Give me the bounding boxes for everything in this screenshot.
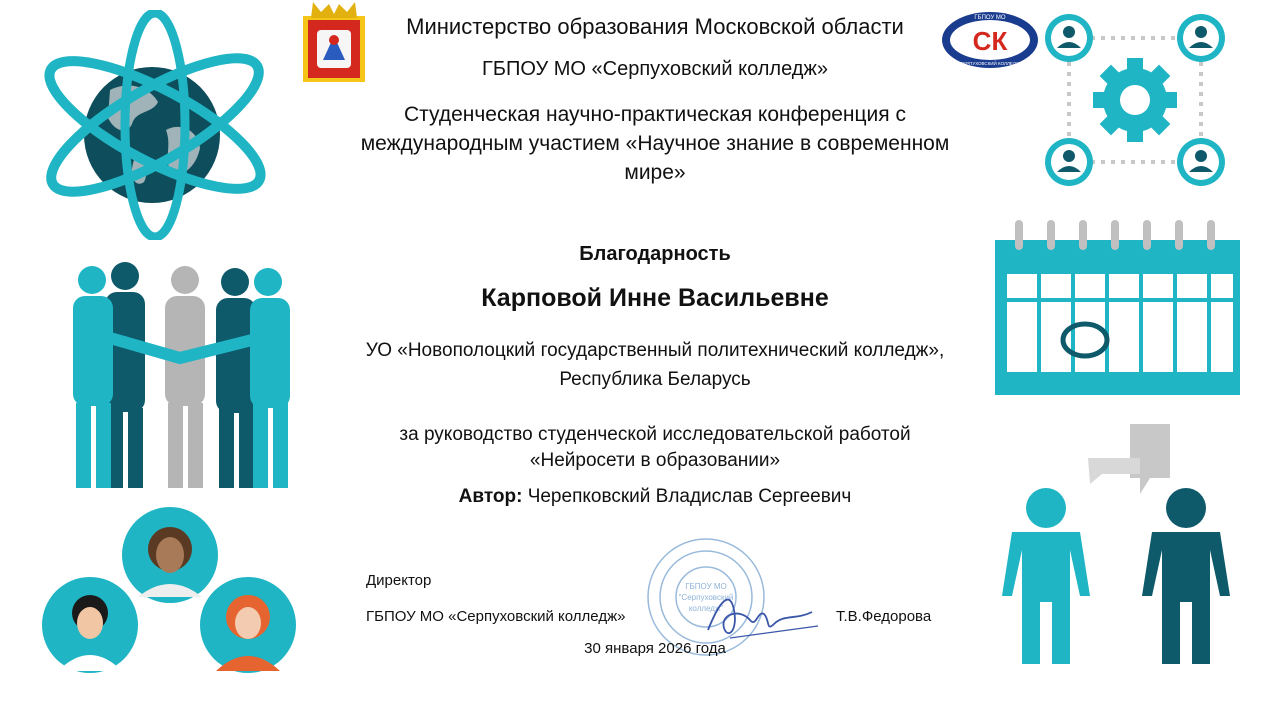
avatars-group-icon xyxy=(38,505,300,675)
recipient-organization: УО «Новополоцкий государственный политехнический колледж», Республика Беларусь xyxy=(365,340,945,390)
signature-college: ГБПОУ МО «Серпуховский колледж» xyxy=(366,608,626,625)
globe-atom-icon xyxy=(40,10,280,240)
issue-date: 30 января 2026 года xyxy=(584,640,726,657)
college-logo xyxy=(940,10,1040,70)
calendar-icon xyxy=(985,218,1245,398)
ministry-title: Министерство образования Московской области xyxy=(406,14,904,39)
moscow-region-coat-of-arms xyxy=(303,2,365,82)
conference-title: Студенческая научно-практическая конференция с международным участием «Научное знание в современном мире» xyxy=(360,103,950,184)
svg-text:СЕРПУХОВСКИЙ КОЛЛЕДЖ: СЕРПУХОВСКИЙ КОЛЛЕДЖ xyxy=(959,61,1021,66)
svg-text:"Серпуховский: "Серпуховский xyxy=(678,593,734,602)
team-hands-icon xyxy=(70,258,300,493)
certificate-title: Благодарность xyxy=(579,243,731,265)
svg-text:ГБПОУ МО: ГБПОУ МО xyxy=(974,15,1006,21)
award-reason: за руководство студенческой исследовательской работой «Нейросети в образовании» xyxy=(399,424,911,471)
author-label: Автор: xyxy=(458,486,523,507)
network-gear-icon xyxy=(1045,10,1225,190)
people-dialogue-icon xyxy=(990,422,1250,672)
author-line xyxy=(360,486,950,508)
author-name: Черепковский Владислав Сергеевич xyxy=(527,486,852,507)
director-position: Директор xyxy=(366,572,432,589)
svg-text:ГБПОУ МО: ГБПОУ МО xyxy=(685,582,727,591)
recipient-name: Карповой Инне Васильевне xyxy=(481,284,829,312)
college-title: ГБПОУ МО «Серпуховский колледж» xyxy=(482,58,828,80)
svg-text:СК: СК xyxy=(972,26,1008,56)
director-name: Т.В.Федорова xyxy=(836,608,932,625)
svg-text:колледж": колледж" xyxy=(688,604,724,613)
